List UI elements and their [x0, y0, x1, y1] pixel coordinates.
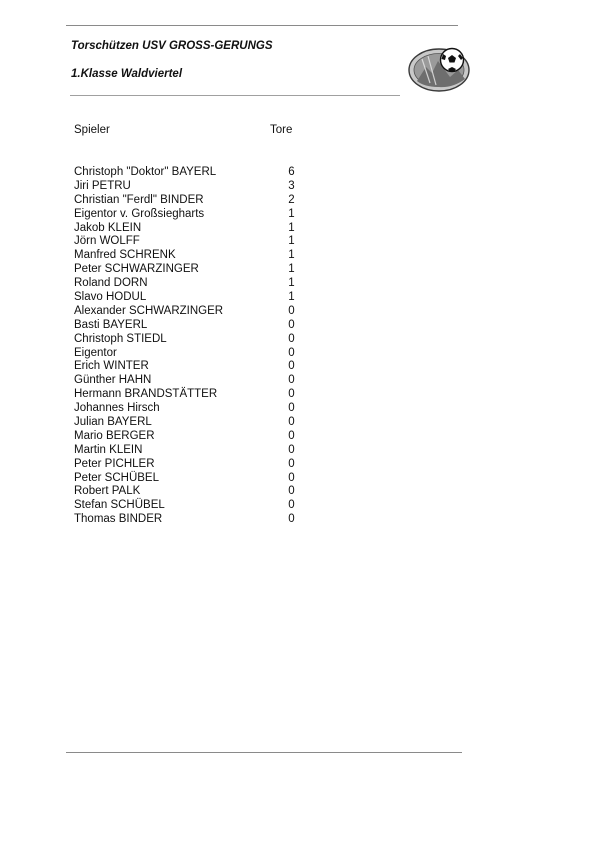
table-row — [74, 513, 298, 527]
goal-count: 1 — [288, 277, 295, 290]
player-name: Hermann BRANDSTÄTTER — [74, 388, 218, 401]
goal-count: 0 — [288, 416, 295, 429]
goal-count: 1 — [288, 291, 295, 304]
player-name: Stefan SCHÜBEL — [74, 499, 165, 512]
page-title: Torschützen USV GROSS-GERUNGS — [71, 40, 273, 52]
player-name: Robert PALK — [74, 485, 141, 498]
table-row — [74, 249, 298, 263]
table-row — [74, 485, 298, 499]
player-name: Christoph STIEDL — [74, 332, 167, 345]
player-name: Peter PICHLER — [74, 457, 155, 470]
table-row — [74, 208, 298, 222]
goal-count: 0 — [288, 499, 295, 512]
player-name: Jörn WOLFF — [74, 235, 140, 248]
goal-count: 0 — [288, 485, 295, 498]
column-header-player: Spieler — [74, 124, 110, 136]
player-name: Jakob KLEIN — [74, 221, 142, 234]
player-name: Johannes Hirsch — [74, 402, 160, 415]
goal-count: 0 — [288, 471, 295, 484]
table-row — [74, 319, 298, 333]
table-row — [74, 374, 298, 388]
table-row — [74, 402, 298, 416]
table-row — [74, 291, 298, 305]
goal-count: 0 — [288, 457, 295, 470]
table-row — [74, 472, 298, 486]
table-row — [74, 277, 298, 291]
table-row — [74, 222, 298, 236]
player-name: Christian "Ferdl" BINDER — [74, 193, 204, 206]
goal-count: 0 — [288, 360, 295, 373]
goal-count: 0 — [288, 374, 295, 387]
table-row — [74, 194, 298, 208]
table-row — [74, 458, 298, 472]
goal-count: 3 — [288, 179, 295, 192]
goal-count: 6 — [288, 166, 295, 178]
goal-count: 1 — [288, 207, 295, 220]
player-name: Martin KLEIN — [74, 443, 143, 456]
goal-count: 1 — [288, 249, 295, 262]
goal-count: 1 — [288, 221, 295, 234]
table-row — [74, 166, 298, 180]
player-name: Julian BAYERL — [74, 416, 152, 429]
player-name: Jiri PETRU — [74, 179, 131, 192]
goal-count: 1 — [288, 235, 295, 248]
player-name: Peter SCHÜBEL — [74, 471, 160, 484]
table-row — [74, 444, 298, 458]
player-name: Slavo HODUL — [74, 291, 147, 304]
goal-count: 2 — [288, 193, 295, 206]
table-row — [74, 305, 298, 319]
table-row — [74, 333, 298, 347]
table-row — [74, 360, 298, 374]
player-name: Peter SCHWARZINGER — [74, 263, 199, 276]
table-row — [74, 430, 298, 444]
top-divider — [66, 25, 458, 26]
player-name: Alexander SCHWARZINGER — [74, 304, 224, 317]
goal-count: 0 — [288, 346, 295, 359]
player-name: Mario BERGER — [74, 429, 155, 442]
table-row — [74, 499, 298, 513]
player-name: Eigentor — [74, 346, 117, 359]
player-name: Christoph "Doktor" BAYERL — [74, 166, 217, 178]
goal-count: 0 — [288, 304, 295, 317]
goal-count: 0 — [288, 318, 295, 331]
table-row — [74, 235, 298, 249]
player-name: Manfred SCHRENK — [74, 249, 176, 262]
table-row — [74, 347, 298, 361]
goal-count: 0 — [288, 429, 295, 442]
player-name: Roland DORN — [74, 277, 148, 290]
goal-count: 0 — [288, 332, 295, 345]
goal-count: 0 — [288, 388, 295, 401]
goal-count: 1 — [288, 263, 295, 276]
table-row — [74, 416, 298, 430]
bottom-divider — [66, 752, 462, 753]
goal-count: 0 — [288, 513, 295, 526]
player-name: Erich WINTER — [74, 360, 149, 373]
league-subtitle: 1.Klasse Waldviertel — [71, 68, 183, 80]
table-row — [74, 263, 298, 277]
player-name: Thomas BINDER — [74, 513, 163, 526]
goal-count: 0 — [288, 402, 295, 415]
table-row — [74, 388, 298, 402]
club-crest-soccer-ball-icon — [408, 43, 474, 93]
player-name: Basti BAYERL — [74, 318, 148, 331]
scorer-list — [74, 166, 298, 527]
goal-count: 0 — [288, 443, 295, 456]
column-header-goals: Tore — [270, 124, 293, 136]
table-row — [74, 180, 298, 194]
player-name: Günther HAHN — [74, 374, 152, 387]
header-divider — [70, 95, 400, 96]
player-name: Eigentor v. Großsiegharts — [74, 207, 205, 220]
